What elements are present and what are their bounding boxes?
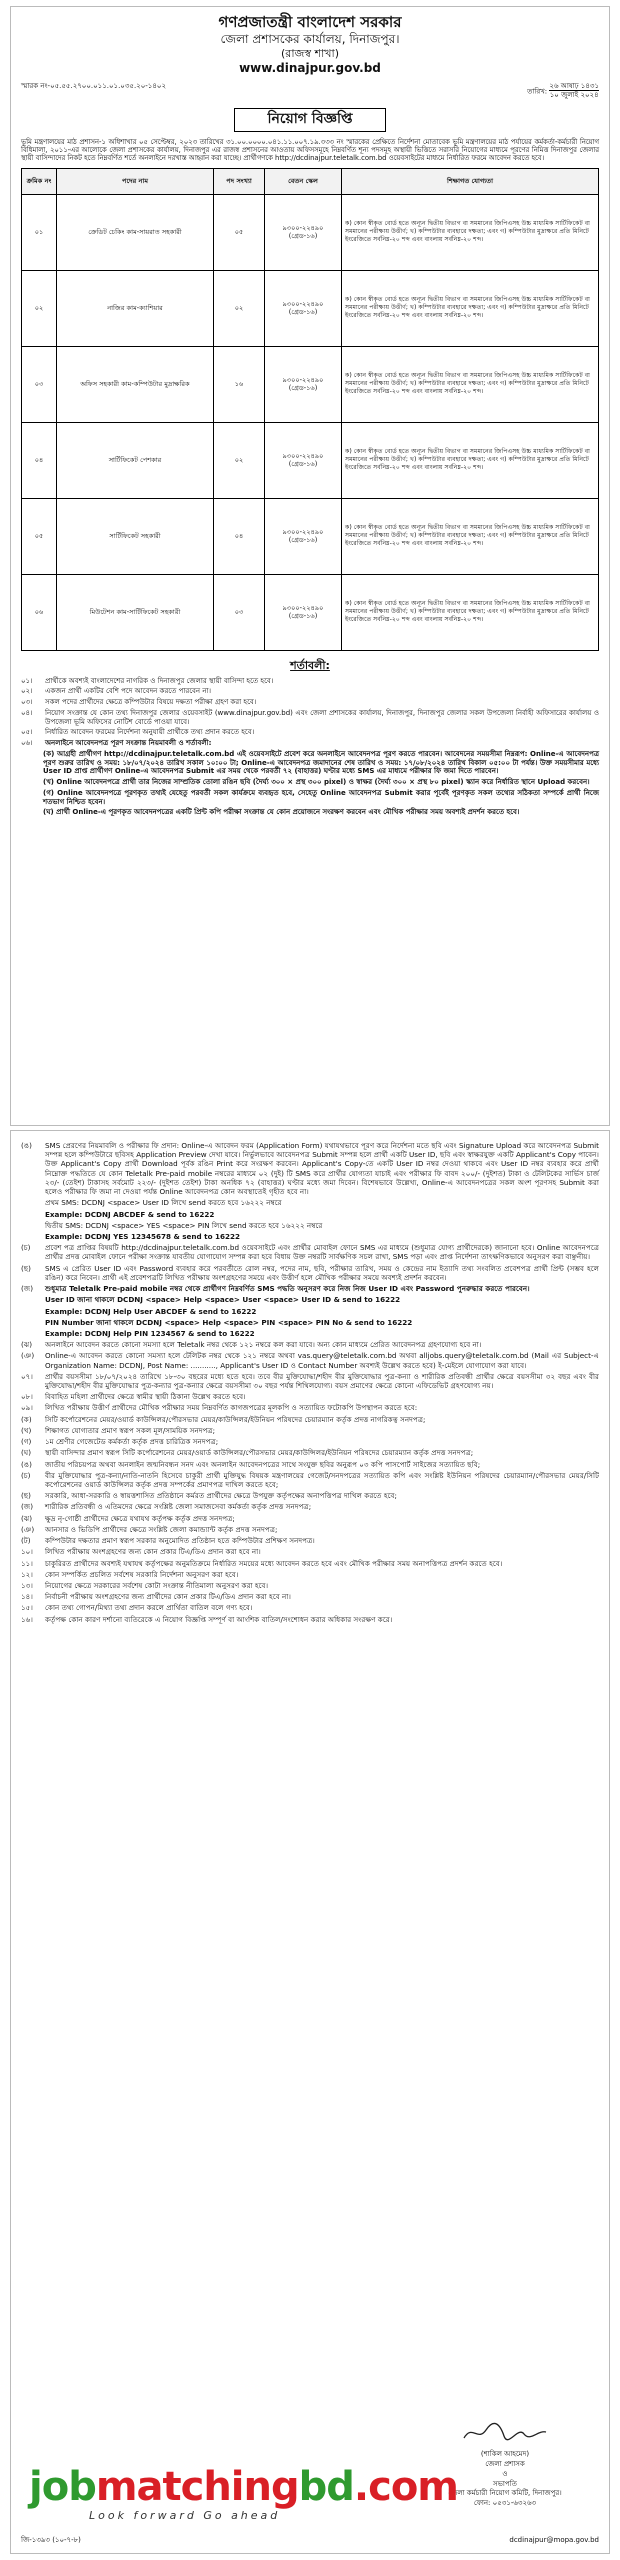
cell-post-name: ক্রেডিট চেকিং কাম-সায়রাত সহকারী <box>57 194 214 270</box>
condition-text: বীর মুক্তিযোদ্ধার পুত্র-কন্যা/নাতি-নাতনি হিসেবে চাকুরী প্রার্থী মুক্তিযুদ্ধ বিষয়ক মন্ত্রণালয়ের গেজেট/সনদপত্রের সত্যায়িত কপি এবং সংশ্লিষ্ট ইউনিয়ন পরিষদের চেয়ারম্যান/পৌরসভার মেয়র/সিটি কর্পোরেশনের ওয়ার্ড কাউন্সিলর কর্তৃক প্রদত্ত সম্পর্কের প্রমাণপত্র দাখিল করতে হবে; <box>45 1470 599 1489</box>
conditions-list-2 <box>21 1372 599 1624</box>
condition-item <box>21 1243 599 1261</box>
cell-post-name: অফিস সহকারী কাম-কম্পিউটার মুদ্রাক্ষরিক <box>57 346 214 422</box>
col-serial: ক্রমিক নং <box>22 168 57 194</box>
cell-post-name: সার্টিফিকেট পেশকার <box>57 422 214 498</box>
website[interactable]: www.dinajpur.gov.bd <box>239 60 381 75</box>
condition-item <box>21 1437 599 1446</box>
conditions-list-1 <box>21 677 599 748</box>
notice-title: নিয়োগ বিজ্ঞপ্তি <box>234 108 386 132</box>
condition-number: (ঞ) <box>21 1351 35 1361</box>
condition-number: ০৪। <box>21 708 33 717</box>
table-row <box>22 270 599 346</box>
cell-serial: ০৪ <box>22 422 57 498</box>
condition-number: ০৭। <box>21 1371 33 1381</box>
condition-item <box>21 1232 599 1241</box>
signatory-role3: সভাপতি <box>493 2479 517 2488</box>
signatory-phone: ফোন: ০৫৩১-৬৩২৬৩ <box>473 2499 537 2508</box>
signatory-role4: জেলা কর্মচারী নিয়োগ কমিটি, দিনাজপুর। <box>448 2489 562 2498</box>
condition-number: (ঙ) <box>21 1459 32 1469</box>
cell-pay-scale <box>265 498 342 574</box>
condition-item <box>43 808 599 817</box>
conditions-title: শর্তাবলী: <box>290 658 330 672</box>
pay-scale-range: ৯৩০০-২২৪৯০ <box>282 604 324 613</box>
condition-text: প্রার্থীর বয়সসীমা ১৮/০৭/২০২৪ তারিখে ১৮-৩০ বছরের মধ্যে হতে হবে। তবে বীর মুক্তিযোদ্ধা/শহীদ বীর মুক্তিযোদ্ধার পুত্র-কন্যা ও শারীরিক প্রতিবন্ধী প্রার্থীর ক্ষেত্রে বয়সসীমা ৩২ বছর এবং বীর মুক্তিযোদ্ধা/শহীদ বীর মুক্তিযোদ্ধার পুত্র-কন্যার পুত্র-কন্যার ক্ষেত্রে বয়সসীমা ৩০ বছর পর্যন্ত শিথিলযোগ্য। বয়স প্রমাণের ক্ষেত্রে কোনো এফিডেভিট গ্রহণযোগ্য নয়। <box>45 1371 599 1391</box>
pay-grade: (গ্রেড-১৬) <box>288 612 318 621</box>
condition-item <box>21 1615 599 1624</box>
table-row <box>22 346 599 422</box>
condition-number: ০১। <box>21 676 33 685</box>
branch-name: (রাজস্ব শাখা) <box>281 46 339 60</box>
cell-qualification: ক) কোন স্বীকৃত বোর্ড হতে অন্যূন দ্বিতীয় বিভাগ বা সমমানের জিপিএসহ উচ্চ মাধ্যমিক সার্টিফিকেট বা সমমানের পরীক্ষায় উত্তীর্ণ; খ) কম্পিউটার ব্যবহারে দক্ষতা; এবং গ) কম্পিউটার মুদ্রাক্ষরে প্রতি মিনিটে ইংরেজিতে সর্বনিম্ন-২০ শব্দ এবং বাংলায় সর্বনিম্ন-২০ শব্দ। <box>342 194 599 270</box>
condition-number: (ট) <box>21 1536 31 1546</box>
condition-item <box>21 728 599 737</box>
condition-number: ১৫। <box>21 1603 33 1613</box>
pay-grade: (গ্রেড-১৬) <box>288 460 318 469</box>
memo-ref: স্মারক নং-০৫.৫৫.২৭০০.০১১.০১.০৩৫.২০-১৪০২ <box>21 81 166 90</box>
cell-pay-scale <box>265 194 342 270</box>
condition-number: ১৬। <box>21 1614 33 1624</box>
condition-text: User ID জানা থাকলে DCDNJ <space> Help <space> User <space> User ID & send to 16222 <box>45 1295 401 1305</box>
condition-number: ০৮। <box>21 1392 33 1402</box>
page-footer <box>21 2536 599 2545</box>
pay-scale-range: ৯৩০০-২২৪৯০ <box>282 452 324 461</box>
condition-item <box>43 778 599 787</box>
brand-logo <box>29 2462 458 2513</box>
condition-text: (ঘ) প্রার্থী Online-এ পূরণকৃত আবেদনপত্রের একটি প্রিন্ট কপি পরীক্ষা সংক্রান্ত যে কোন প্রয়োজনে সংরক্ষণ করবেন এবং মৌখিক পরীক্ষার সময় অবশ্যই প্রদর্শন করতে হবে। <box>43 808 520 817</box>
condition-text: আনসার ও ভিডিপি প্রার্থীদের ক্ষেত্রে সংশ্লিষ্ট জেলা কমান্ড্যান্ট কর্তৃক প্রদত্ত সনদপত্র; <box>45 1524 278 1534</box>
condition-item <box>21 709 599 727</box>
condition-number: (ঘ) <box>21 1448 32 1458</box>
condition-item <box>43 789 599 807</box>
condition-text: সিটি কর্পোরেশনের মেয়র/ওয়ার্ড কাউন্সিলর/পৌরসভার মেয়র/কাউন্সিলর/ইউনিয়ন পরিষদের চেয়ারম্যান কর্তৃক প্রদত্ত নাগরিকত্ব সনদপত্র; <box>45 1414 426 1424</box>
condition-item <box>21 1547 599 1556</box>
condition-item <box>21 1559 599 1568</box>
condition-text: (গ) Online আবেদনপত্রে পূরণকৃত তথ্যই যেহেতু পরবর্তী সকল কার্যক্রমে ব্যবহৃত হবে, সেহেতু Online আবেদনপত্র Submit করার পূর্বেই পূরণকৃত সকল তথ্যের সঠিকতা সম্পর্কে প্রার্থী নিজে শতভাগ নিশ্চিত হবেন। <box>43 788 599 806</box>
condition-text: Example: DCDNJ ABCDEF & send to 16222 <box>45 1209 215 1219</box>
condition-text: Online-এ আবেদন করতে কোনো সমস্যা হলে টেলিটক নম্বর থেকে ১২১ নম্বরে অথবা vas.query@teletalk.com.bd অথবা alljobs.query@teletalk.com.bd (Mail এর Subject-এ Organization Name: DCDNJ, Post Name: ..........., Applicant's User ID ও Contact Number অবশ্যই উল্লেখ করতে হবে) ই-মেইলে যোগাযোগ করা যাবে। <box>45 1351 599 1370</box>
cell-qualification: ক) কোন স্বীকৃত বোর্ড হতে অন্যূন দ্বিতীয় বিভাগ বা সমমানের জিপিএসহ উচ্চ মাধ্যমিক সার্টিফিকেট বা সমমানের পরীক্ষায় উত্তীর্ণ; খ) কম্পিউটার ব্যবহারে দক্ষতা; এবং গ) কম্পিউটার মুদ্রাক্ষরে প্রতি মিনিটে ইংরেজিতে সর্বনিম্ন-২০ শব্দ এবং বাংলায় সর্বনিম্ন-২০ শব্দ। <box>342 346 599 422</box>
online-rules-list <box>43 750 599 817</box>
condition-item <box>21 1460 599 1469</box>
condition-number: (ছ) <box>21 1263 31 1273</box>
pay-scale-range: ৯৩০০-২২৪৯০ <box>282 224 324 233</box>
condition-number: ০৫। <box>21 728 33 737</box>
cell-post-count: ০২ <box>214 270 265 346</box>
condition-item <box>21 1536 599 1545</box>
footer-code: জি-১৩৯৩ (১০-৭-৮) <box>21 2536 81 2545</box>
cell-post-name: মিউটেশন কাম-সার্টিফিকেট সহকারী <box>57 574 214 650</box>
cell-post-count: ১৬ <box>214 346 265 422</box>
cell-pay-scale <box>265 270 342 346</box>
cell-post-name: নাজির কাম-ক্যাশিয়ার <box>57 270 214 346</box>
cell-post-count: ০২ <box>214 422 265 498</box>
table-row <box>22 194 599 270</box>
condition-number: ১০। <box>21 1547 33 1557</box>
cell-serial: ০৫ <box>22 498 57 574</box>
cell-qualification: ক) কোন স্বীকৃত বোর্ড হতে অন্যূন দ্বিতীয় বিভাগ বা সমমানের জিপিএসহ উচ্চ মাধ্যমিক সার্টিফিকেট বা সমমানের পরীক্ষায় উত্তীর্ণ; খ) কম্পিউটার ব্যবহারে দক্ষতা; এবং গ) কম্পিউটার মুদ্রাক্ষরে প্রতি মিনিটে ইংরেজিতে সর্বনিম্ন-২০ শব্দ এবং বাংলায় সর্বনিম্ন-২০ শব্দ। <box>342 270 599 346</box>
col-post-count: পদ সংখ্যা <box>214 168 265 194</box>
signature-scribble-icon <box>460 2420 550 2446</box>
signatory-role2: ও <box>502 2469 508 2478</box>
condition-text: জাতীয় পরিচয়পত্র অথবা অনলাইন জন্মনিবন্ধন সনদ এবং অনলাইন আবেদনপত্রের সাথে সংযুক্ত ছবির অনুরূপ ০৩ কপি পাসপোর্ট সাইজের সত্যায়িত ছবি; <box>45 1459 481 1469</box>
condition-item <box>21 1603 599 1612</box>
condition-text: ক্ষুদ্র নৃ-গোষ্ঠী প্রার্থীদের ক্ষেত্রে যথাযথ কর্তৃপক্ষ কর্তৃক প্রদত্ত সনদপত্র; <box>45 1513 235 1523</box>
signatory-role1: জেলা প্রশাসক <box>485 2460 525 2469</box>
condition-number <box>21 1198 39 1207</box>
condition-number: (ঝ) <box>21 1340 33 1350</box>
table-body <box>22 194 599 650</box>
condition-text: SMS প্রেরণের নিয়মাবলি ও পরীক্ষার ফি প্রদান: Online-এ আবেদন ফরম (Application Form) যথাযথভাবে পূরণ করে নির্দেশনা মতে ছবি এবং Signature Upload করে আবেদনপত্র Submit সম্পন্ন হলে কম্পিউটারে ছবিসহ Application Preview দেখা যাবে। নির্ভুলভাবে আবেদনপত্র Submit সম্পন্ন হলে প্রার্থী একটি User ID, ছবি এবং স্বাক্ষরযুক্ত একটি Applicant's Copy পাবেন। উক্ত Applicant's Copy প্রার্থী Download পূর্বক রঙিন Print করে সংরক্ষণ করবেন। Applicant's Copy-তে একটি User ID নম্বর দেওয়া থাকবে এবং User ID নম্বর ব্যবহার করে প্রার্থী নিম্নোক্ত পদ্ধতিতে যে কোন Teletalk Pre-paid mobile নম্বরের মাধ্যমে ০২ (দুই) টি SMS করে প্রার্থীর যোগ্যতা যাচাই এবং পরীক্ষার ফি বাবদ ২০০/- (দুইশত) টাকা ও টেলিটকের সার্ভিস চার্জ ২৩/- (তেইশ) টাকাসহ সর্বমোট ২২৩/- (দুইশত তেইশ) টাকা অনধিক ৭২ (বাহাত্তর) ঘণ্টার মধ্যে জমা দিবেন। বিশেষভাবে উল্লেখ্য, Online-এ আবেদনপত্রের সকল অংশ পূরণসহ Submit করা হলেও পরীক্ষার ফি জমা না দেওয়া পর্যন্ত Online আবেদনপত্র কোন অবস্থাতেই গৃহীত হবে না। <box>45 1141 599 1197</box>
notice-page-2 <box>10 1130 610 2554</box>
signatory-name: (শাকিল আহমেদ) <box>480 2450 530 2459</box>
memo-date <box>527 82 599 101</box>
watermark-brand <box>29 2462 458 2523</box>
cell-pay-scale <box>265 422 342 498</box>
condition-number: ০৩। <box>21 698 33 707</box>
table-header-row <box>22 168 599 194</box>
condition-item <box>21 739 599 748</box>
condition-text: চাকুরিরত প্রার্থীদের অবশ্যই যথাযথ কর্তৃপক্ষের অনুমতিক্রমে নির্ধারিত সময়ের মধ্যে আবেদন করতে হবে এবং মৌখিক পরীক্ষার সময় অনাপত্তিপত্র প্রদর্শন করতে হবে। <box>45 1558 503 1568</box>
condition-item <box>21 1221 599 1230</box>
condition-item <box>21 1514 599 1523</box>
condition-item <box>21 1329 599 1338</box>
sms-rules-list <box>21 1141 599 1370</box>
condition-item <box>21 1426 599 1435</box>
condition-text: নির্ধারিত আবেদন ফরমের নির্দেশনা অনুযায়ী প্রার্থীকে তথ্য প্রদান করতে হবে। <box>45 728 255 737</box>
condition-item <box>21 677 599 686</box>
brand-part-job: job <box>29 2463 96 2510</box>
condition-number: ০২। <box>21 687 33 696</box>
condition-text: বিবাহিত মহিলা প্রার্থীদের ক্ষেত্রে স্বামীর স্থায়ী ঠিকানা উল্লেখ করতে হবে। <box>45 1392 246 1402</box>
condition-text: (খ) Online আবেদনপত্রে প্রার্থী তার নিজের সাম্প্রতিক তোলা রঙিন ছবি (দৈর্ঘ্য ৩০০ × প্রস্থ ৩০০ pixel) ও স্বাক্ষর (দৈর্ঘ্য ৩০০ × প্রস্থ ৮০ pixel) স্ক্যান করে নির্ধারিত স্থানে Upload করবেন। <box>43 778 590 787</box>
condition-number: (চ) <box>21 1470 31 1480</box>
condition-text: লিখিত পরীক্ষায় উত্তীর্ণ প্রার্থীদের মৌখিক পরীক্ষার সময় নিম্নবর্ণিত কাগজপত্রের মূলকপি ও সত্যায়িত ফটোকপি উপস্থাপন করতে হবে: <box>45 1403 418 1413</box>
condition-number: (ঞ) <box>21 1524 35 1534</box>
memo-line <box>21 82 599 101</box>
condition-text: প্রথম SMS: DCDNJ <space> User ID লিখে send করতে হবে ১৬২২২ নম্বরে <box>45 1198 282 1208</box>
condition-text: শারীরিক প্রতিবন্ধী ও এতিমদের ক্ষেত্রে সংশ্লিষ্ট জেলা সমাজসেবা কর্মকর্তা কর্তৃক প্রদত্ত সনদপত্র; <box>45 1502 312 1512</box>
pay-grade: (গ্রেড-১৬) <box>288 308 318 317</box>
cell-serial: ০১ <box>22 194 57 270</box>
condition-number: (ছ) <box>21 1491 31 1501</box>
condition-item <box>21 1415 599 1424</box>
cell-post-count: ০৩ <box>214 574 265 650</box>
condition-number: (ঙ) <box>21 1141 32 1150</box>
condition-number <box>21 1295 39 1304</box>
condition-number: (ক) <box>21 1414 32 1424</box>
condition-item <box>21 1392 599 1401</box>
condition-text: Example: DCDNJ YES 12345678 & send to 16222 <box>45 1231 241 1241</box>
condition-number <box>21 1210 39 1219</box>
condition-text: নিয়োগ সংক্রান্ত যে কোন তথ্য দিনাজপুর জেলার ওয়েবসাইট (www.dinajpur.gov.bd) এবং জেলা প্রশাসকের কার্যালয়, দিনাজপুর, দিনাজপুর জেলার সকল উপজেলা নির্বাহী অফিসারের কার্যালয় ও উপজেলা ভূমি অফিসের নোটিশ বোর্ডে পাওয়া যাবে। <box>45 708 599 726</box>
condition-item <box>43 750 599 776</box>
cell-post-count: ০৪ <box>214 498 265 574</box>
col-pay-scale: বেতন স্কেল <box>265 168 342 194</box>
pay-scale-range: ৯৩০০-২২৪৯০ <box>282 528 324 537</box>
cell-qualification: ক) কোন স্বীকৃত বোর্ড হতে অন্যূন দ্বিতীয় বিভাগ বা সমমানের জিপিএসহ উচ্চ মাধ্যমিক সার্টিফিকেট বা সমমানের পরীক্ষায় উত্তীর্ণ; খ) কম্পিউটার ব্যবহারে দক্ষতা; এবং গ) কম্পিউটার মুদ্রাক্ষরে প্রতি মিনিটে ইংরেজিতে সর্বনিম্ন-২০ শব্দ এবং বাংলায় সর্বনিম্ন-২০ শব্দ। <box>342 498 599 574</box>
condition-item <box>21 698 599 707</box>
condition-item <box>21 1340 599 1349</box>
condition-item <box>21 1592 599 1601</box>
condition-text: শুধুমাত্র Teletalk Pre-paid mobile নম্বর থেকে প্রার্থীগণ নিম্নবর্ণিত SMS পদ্ধতি অনুসরণ করে নিজ নিজ User ID এবং Password পুনরুদ্ধার করতে পারবেন। <box>45 1284 530 1294</box>
condition-item <box>21 1307 599 1316</box>
condition-text: অনলাইনে আবেদনপত্র পূরণ সংক্রান্ত নিয়মাবলী ও শর্তাবলী: <box>45 739 212 748</box>
condition-text: কর্তৃপক্ষ কোন কারণ দর্শানো ব্যতিরেকে এ নিয়োগ বিজ্ঞপ্তি সম্পূর্ণ বা আংশিক বাতিল/সংশোধন করার অধিকার সংরক্ষণ করে। <box>45 1614 393 1624</box>
pay-grade: (গ্রেড-১৬) <box>288 232 318 241</box>
posts-table <box>21 168 599 651</box>
condition-text: স্থায়ী বাসিন্দার প্রমাণ স্বরূপ সিটি কর্পোরেশনের মেয়র/ওয়ার্ড কাউন্সিলর/পৌরসভার মেয়র/কাউন্সিলর/ইউনিয়ন পরিষদের চেয়ারম্যান কর্তৃক প্রদত্ত সনদপত্র; <box>45 1448 474 1458</box>
intro-paragraph: ভূমি মন্ত্রণালয়ের মাঠ প্রশাসন-১ অধিশাখার ০৫ সেপ্টেম্বর, ২০২৩ তারিখের ৩১.০০.০০০০.০৪১.১১.০০৭.১৯.৩৩৩ নং স্মারকের প্রেক্ষিতে নির্দেশনা মোতাবেক ভূমি মন্ত্রণালয়ের মাঠ পর্যায়ের কর্মকর্তা-কর্মচারী নিয়োগ বিধিমালা, ২০১১-এর আলোকে জেলা প্রশাসকের কার্যালয়, দিনাজপুর এর রাজস্ব প্রশাসনের আওতায় অফিসসমূহে নিম্নবর্ণিত শূন্য পদসমূহ অস্থায়ী ভিত্তিতে সরাসরি নিয়োগের মাধ্যমে পূরণের নিমিত্ত দিনাজপুর জেলার স্থায়ী বাসিন্দাদের নিকট হতে নিম্নবর্ণিত শর্তে অনলাইনে দরখাস্ত আহ্বান করা যাচ্ছে। প্রার্থীগণকে http://dcdinajpur.teletalk.com.bd ওয়েবসাইটের মাধ্যমে নির্ধারিত ফরমে আবেদন করতে হবে। <box>21 137 599 163</box>
condition-number: ১৩। <box>21 1580 33 1590</box>
condition-number: ০৬। <box>21 739 33 748</box>
condition-text: দ্বিতীয় SMS: DCDNJ <space> YES <space> PIN লিখে send করতে হবে ১৬২২২ নম্বরে <box>45 1220 323 1230</box>
pay-grade: (গ্রেড-১৬) <box>288 384 318 393</box>
condition-text: সকল পদের প্রার্থীদের ক্ষেত্রে কম্পিউটার বিষয়ে দক্ষতা পরীক্ষা গ্রহণ করা হবে। <box>45 698 257 707</box>
pay-grade: (গ্রেড-১৬) <box>288 536 318 545</box>
pay-scale-range: ৯৩০০-২২৪৯০ <box>282 300 324 309</box>
condition-text: লিখিত পরীক্ষায় অংশগ্রহণের জন্য কোন প্রকার টিএ/ডিএ প্রদান করা হবে না। <box>45 1547 261 1557</box>
date-label: তারিখ: <box>527 86 548 95</box>
cell-pay-scale <box>265 574 342 650</box>
condition-text: PIN Number জানা থাকলে DCDNJ <space> Help <space> PIN <space> PIN No & send to 16222 <box>45 1317 413 1327</box>
condition-item <box>21 1491 599 1500</box>
condition-text: কোন তথ্য গোপন/মিথ্যা তথ্য প্রদান করলে প্রার্থিতা বাতিল বলে গণ্য হবে। <box>45 1603 253 1613</box>
condition-item <box>21 687 599 696</box>
condition-number: (গ) <box>21 1437 32 1447</box>
condition-item <box>21 1372 599 1390</box>
condition-item <box>21 1448 599 1457</box>
condition-item <box>21 1502 599 1511</box>
condition-text: অনলাইনে আবেদন করতে কোনো সমস্যা হলে Teletalk নম্বর থেকে ১২১ নম্বরে কল করা যাবে। অন্য কোন মাধ্যমে প্রেরিত আবেদনপত্র গ্রহণযোগ্য হবে না। <box>45 1340 482 1350</box>
pay-scale-range: ৯৩০০-২২৪৯০ <box>282 376 324 385</box>
condition-text: সরকারি, আধা-সরকারি ও স্বায়ত্তশাসিত প্রতিষ্ঠানে কর্মরত প্রার্থীদের ক্ষেত্রে উপযুক্ত কর্তৃপক্ষের অনাপত্তিপত্র দাখিল করতে হবে; <box>45 1491 397 1501</box>
date-bangla: ২৬ আষাঢ় ১৪৩১ <box>549 81 599 90</box>
condition-item <box>21 1351 599 1369</box>
condition-number: ১২। <box>21 1569 33 1579</box>
cell-pay-scale <box>265 346 342 422</box>
condition-text: কোন সম্পর্কিত প্রচলিত সর্বশেষ সরকারি নির্দেশনা অনুসরণ করা হবে। <box>45 1569 239 1579</box>
condition-number <box>21 1221 39 1230</box>
condition-item <box>21 1284 599 1293</box>
condition-number <box>21 1318 39 1327</box>
condition-text: ১ম শ্রেণীর গেজেটেড কর্মকর্তা কর্তৃক প্রদত্ত চারিত্রিক সনদপত্র; <box>45 1437 219 1447</box>
condition-item <box>21 1471 599 1489</box>
brand-part-bd: bd <box>298 2463 354 2510</box>
cell-post-name: সার্টিফিকেট সহকারী <box>57 498 214 574</box>
cell-serial: ০৬ <box>22 574 57 650</box>
cell-qualification: ক) কোন স্বীকৃত বোর্ড হতে অন্যূন দ্বিতীয় বিভাগ বা সমমানের জিপিএসহ উচ্চ মাধ্যমিক সার্টিফিকেট বা সমমানের পরীক্ষায় উত্তীর্ণ; খ) কম্পিউটার ব্যবহারে দক্ষতা; এবং গ) কম্পিউটার মুদ্রাক্ষরে প্রতি মিনিটে ইংরেজিতে সর্বনিম্ন-২০ শব্দ এবং বাংলায় সর্বনিম্ন-২০ শব্দ। <box>342 422 599 498</box>
condition-number: (খ) <box>21 1425 32 1435</box>
condition-item <box>21 1141 599 1196</box>
brand-part-matching: matching <box>95 2463 299 2510</box>
condition-number <box>21 1307 39 1316</box>
condition-text: Example: DCDNJ Help User ABCDEF & send to 16222 <box>45 1306 257 1316</box>
office-name: জেলা প্রশাসকের কার্যালয়, দিনাজপুর। <box>220 31 400 46</box>
condition-text: SMS এ প্রেরিত User ID এবং Password ব্যবহার করে পরবর্তীতে রোল নম্বর, পদের নাম, ছবি, পরীক্ষার তারিখ, সময় ও কেন্দ্রের নাম ইত্যাদি তথ্য সংবলিত প্রবেশপত্র প্রার্থী প্রিন্ট (সম্ভব হলে রঙিন) করে নিবেন। প্রার্থী এই প্রবেশপত্রটি লিখিত পরীক্ষায় অংশগ্রহণের সময়ে এবং উত্তীর্ণ হলে মৌখিক পরীক্ষার সময়ে অবশ্যই প্রদর্শন করবেন। <box>45 1263 599 1282</box>
condition-text: প্রার্থীকে অবশ্যই বাংলাদেশের নাগরিক ও দিনাজপুর জেলার স্থায়ী বাসিন্দা হতে হবে। <box>45 676 274 685</box>
condition-number <box>21 1232 39 1241</box>
notice-page-1 <box>10 6 610 1126</box>
condition-number: ০৯। <box>21 1403 33 1413</box>
table-row <box>22 574 599 650</box>
condition-text: নির্বাচনী পরীক্ষায় অংশগ্রহণের জন্য প্রার্থীদের কোন প্রকার টিএ/ডিএ প্রদান করা হবে না। <box>45 1592 291 1602</box>
condition-item <box>21 1318 599 1327</box>
condition-item <box>21 1295 599 1304</box>
cell-serial: ০২ <box>22 270 57 346</box>
condition-item <box>21 1264 599 1282</box>
table-row <box>22 498 599 574</box>
col-post-name: পদের নাম <box>57 168 214 194</box>
condition-text: Example: DCDNJ Help PIN 1234567 & send to 16222 <box>45 1328 255 1338</box>
cell-post-count: ০৫ <box>214 194 265 270</box>
condition-item <box>21 1581 599 1590</box>
condition-text: একজন প্রার্থী একটির বেশি পদে আবেদন করতে পারবেন না। <box>45 687 212 696</box>
contact-email[interactable]: dcdinajpur@mopa.gov.bd <box>509 2536 599 2545</box>
condition-number: (জ) <box>21 1284 34 1294</box>
condition-text: কম্পিউটার দক্ষতার প্রমাণ স্বরূপ সরকার অনুমোদিত প্রতিষ্ঠান হতে কম্পিউটার প্রশিক্ষণ সনদপত্র। <box>45 1536 315 1546</box>
condition-text: প্রবেশ পত্র প্রাপ্তির বিষয়টি http://dcdinajpur.teletalk.com.bd ওয়েবসাইটে এবং প্রার্থীর মোবাইল ফোনে SMS এর মাধ্যমে (শুধুমাত্র যোগ্য প্রার্থীদেরকে) জানানো হবে। Online আবেদনপত্রে প্রার্থীর প্রদত্ত মোবাইল ফোনে পরীক্ষা সংক্রান্ত যাবতীয় যোগাযোগ সম্পন্ন করা হবে বিধায় উক্ত নম্বরটি সার্বক্ষণিক সচল রাখা, SMS পড়া এবং প্রাপ্ত নির্দেশনা তাৎক্ষণিকভাবে অনুসরণ করা বাঞ্ছনীয়। <box>45 1243 599 1262</box>
condition-text: নিয়োগের ক্ষেত্রে সরকারের সর্বশেষ কোটা সংক্রান্ত নীতিমালা অনুসরণ করা হবে। <box>45 1580 269 1590</box>
condition-number: ১৪। <box>21 1592 33 1602</box>
brand-tagline: Look forward Go ahead <box>89 2508 281 2522</box>
condition-item <box>21 1210 599 1219</box>
brand-part-com: .com <box>353 2463 458 2510</box>
letterhead <box>21 13 599 76</box>
govt-title: গণপ্রজাতন্ত্রী বাংলাদেশ সরকার <box>218 13 402 31</box>
condition-item <box>21 1525 599 1534</box>
condition-number: ১১। <box>21 1558 33 1568</box>
cell-qualification: ক) কোন স্বীকৃত বোর্ড হতে অন্যূন দ্বিতীয় বিভাগ বা সমমানের জিপিএসহ উচ্চ মাধ্যমিক সার্টিফিকেট বা সমমানের পরীক্ষায় উত্তীর্ণ; খ) কম্পিউটার ব্যবহারে দক্ষতা; এবং গ) কম্পিউটার মুদ্রাক্ষরে প্রতি মিনিটে ইংরেজিতে সর্বনিম্ন-২০ শব্দ এবং বাংলায় সর্বনিম্ন-২০ শব্দ। <box>342 574 599 650</box>
date-english: ১০ জুলাই ২০২৪ <box>549 91 599 100</box>
condition-text: শিক্ষাগত যোগ্যতার প্রমাণ স্বরূপ সকল মূল/সাময়িক সনদপত্র; <box>45 1425 216 1435</box>
condition-item <box>21 1403 599 1412</box>
condition-number: (ঝ) <box>21 1513 33 1523</box>
condition-number: (জ) <box>21 1502 34 1512</box>
condition-number: (চ) <box>21 1243 31 1253</box>
condition-item <box>21 1570 599 1579</box>
table-row <box>22 422 599 498</box>
cell-serial: ০৩ <box>22 346 57 422</box>
condition-number <box>21 1329 39 1338</box>
condition-item <box>21 1198 599 1207</box>
condition-text: (ক) আগ্রহী প্রার্থীগণ http://dcdinajpur.teletalk.com.bd এই ওয়েবসাইটে প্রবেশ করে অনলাইনে আবেদনপত্র পূরণ করতে পারবেন। আবেদনের সময়সীমা নিম্নরূপ: Online-এ আবেদনপত্র পূরণ শুরুর তারিখ ও সময়: ১৮/০৭/২০২৪ তারিখ সকাল ১০:০০ টা; Online-এ আবেদনপত্র জমাদানের শেষ তারিখ ও সময়: ১৭/০৮/২০২৪ তারিখ বিকাল ০৫:০০ টা পর্যন্ত। উক্ত সময়সীমার মধ্যে User ID প্রাপ্ত প্রার্থীগণ Online-এ আবেদনপত্র Submit এর সময় থেকে পরবর্তী ৭২ (বাহাত্তর) ঘণ্টার মধ্যে SMS এর মাধ্যমে পরীক্ষার ফি জমা দিতে পারবেন। <box>43 749 599 776</box>
col-qualification: শিক্ষাগত যোগ্যতা <box>342 168 599 194</box>
